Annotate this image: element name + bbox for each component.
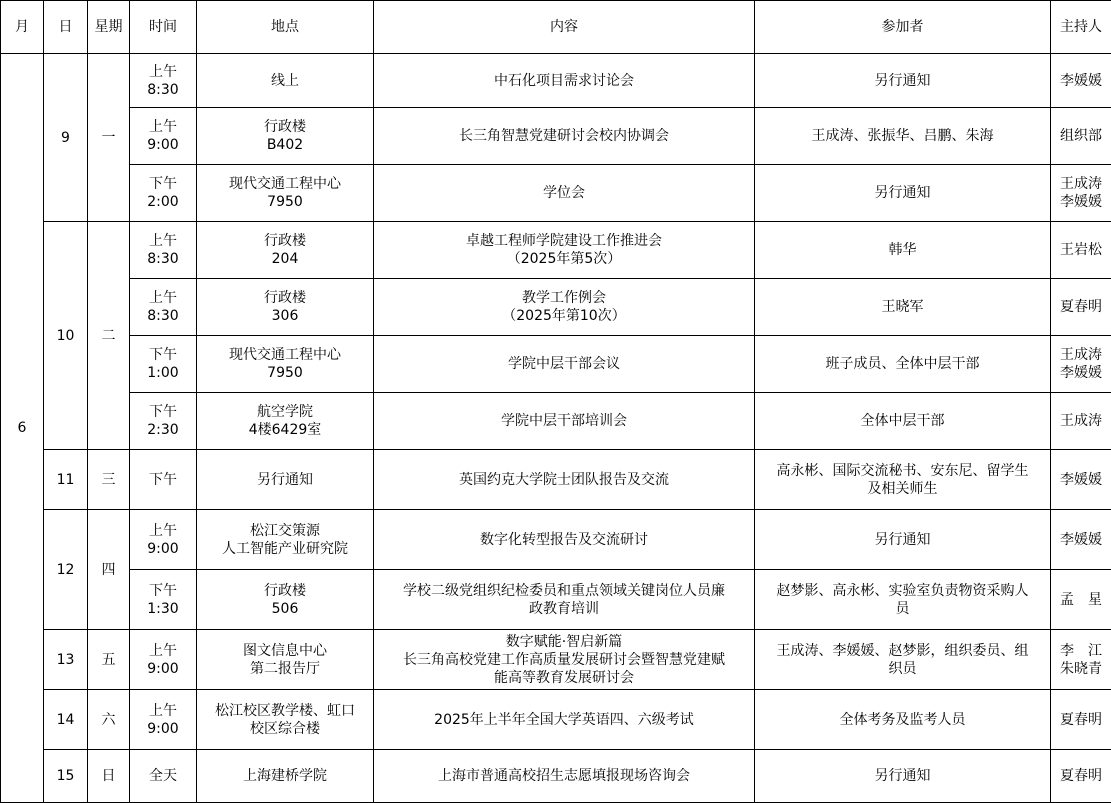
- place-cell: [197, 393, 374, 450]
- time-line: 上午: [149, 233, 177, 249]
- content-line: 政教育培训: [529, 600, 599, 617]
- time-line: 下午: [149, 347, 177, 363]
- time-cell: [130, 165, 197, 222]
- content-line: 能高等教育发展研讨会: [494, 669, 634, 686]
- header-host: 主持人: [1051, 1, 1111, 54]
- attendees-line: 员: [895, 600, 910, 617]
- weekday-cell: 日: [88, 750, 130, 803]
- place-cell: [197, 690, 374, 750]
- attendees-line: 王成涛、李媛媛、赵梦影，组织委员、组: [776, 642, 1029, 659]
- host-line: 王成涛: [1060, 176, 1102, 192]
- host-cell: [1051, 336, 1111, 393]
- place-cell: [197, 222, 374, 279]
- place-line: 7950: [267, 194, 303, 210]
- table-row: [1, 336, 1111, 393]
- table-row: [1, 450, 1111, 510]
- header-time: 时间: [130, 1, 197, 54]
- attendees-cell: [755, 222, 1051, 279]
- time-line: 1:30: [147, 600, 179, 617]
- content-line: （2025年第5次）: [506, 251, 622, 267]
- host-line: 李 江: [1060, 642, 1102, 659]
- place-line: 行政楼: [264, 582, 306, 599]
- host-line: 李媛媛: [1060, 365, 1102, 381]
- content-line: 教学工作例会: [522, 290, 606, 306]
- attendees-cell: [755, 279, 1051, 336]
- place-line: 现代交通工程中心: [229, 347, 341, 363]
- attendees-line: 另行通知: [874, 531, 931, 548]
- time-cell: [130, 510, 197, 570]
- content-cell: [374, 108, 755, 165]
- time-cell: [130, 108, 197, 165]
- attendees-line: 另行通知: [874, 185, 931, 201]
- time-line: 8:30: [147, 308, 179, 324]
- place-cell: [197, 108, 374, 165]
- host-line: 李媛媛: [1060, 471, 1102, 488]
- table-row: [1, 165, 1111, 222]
- time-line: 2:30: [147, 422, 179, 438]
- content-line: 学院中层干部培训会: [501, 413, 627, 429]
- place-line: 行政楼: [264, 233, 306, 249]
- time-line: 上午: [149, 290, 177, 306]
- host-line: 夏春明: [1060, 299, 1102, 315]
- content-cell: [374, 510, 755, 570]
- place-line: 人工智能产业研究院: [222, 540, 348, 557]
- host-cell: [1051, 750, 1111, 803]
- time-cell: [130, 279, 197, 336]
- time-line: 上午: [149, 63, 177, 80]
- host-cell: [1051, 690, 1111, 750]
- header-weekday: 星期: [88, 1, 130, 54]
- table-row: [1, 630, 1111, 690]
- weekday-cell: 二: [88, 222, 130, 450]
- attendees-cell: [755, 165, 1051, 222]
- place-line: B402: [266, 137, 304, 153]
- attendees-line: 班子成员、全体中层干部: [825, 356, 980, 372]
- content-line: 中石化项目需求讨论会: [494, 72, 634, 89]
- content-cell: [374, 750, 755, 803]
- time-line: 1:00: [147, 365, 179, 381]
- attendees-cell: [755, 108, 1051, 165]
- table-row: [1, 108, 1111, 165]
- content-cell: [374, 165, 755, 222]
- schedule-body: [1, 54, 1111, 803]
- day-cell: 11: [44, 450, 88, 510]
- host-cell: [1051, 222, 1111, 279]
- time-cell: [130, 630, 197, 690]
- time-cell: [130, 393, 197, 450]
- content-cell: [374, 279, 755, 336]
- time-line: 9:00: [147, 660, 179, 677]
- host-line: 王岩松: [1060, 242, 1102, 258]
- host-line: 李媛媛: [1060, 531, 1102, 548]
- host-cell: [1051, 279, 1111, 336]
- table-row: [1, 54, 1111, 108]
- place-cell: [197, 750, 374, 803]
- content-line: 数字化转型报告及交流研讨: [480, 531, 648, 548]
- place-line: 306: [271, 308, 299, 324]
- host-line: 李媛媛: [1060, 194, 1102, 210]
- attendees-line: 赵梦影、高永彬、实验室负责物资采购人: [776, 582, 1029, 599]
- table-row: [1, 570, 1111, 630]
- attendees-line: 及相关师生: [867, 480, 938, 497]
- place-cell: [197, 570, 374, 630]
- table-row: [1, 510, 1111, 570]
- time-line: 下午: [149, 582, 177, 599]
- day-cell: 14: [44, 690, 88, 750]
- header-content: 内容: [374, 1, 755, 54]
- content-line: 数字赋能·智启新篇: [505, 633, 623, 650]
- content-cell: [374, 222, 755, 279]
- content-line: 学院中层干部会议: [508, 356, 620, 372]
- place-line: 204: [271, 251, 299, 267]
- day-cell: 13: [44, 630, 88, 690]
- attendees-cell: [755, 690, 1051, 750]
- place-line: 松江校区教学楼、虹口: [215, 702, 355, 719]
- header-place: 地点: [197, 1, 374, 54]
- weekday-cell: 四: [88, 510, 130, 630]
- attendees-line: 另行通知: [874, 768, 931, 784]
- host-line: 夏春明: [1060, 711, 1102, 728]
- header-attendees: 参加者: [755, 1, 1051, 54]
- attendees-line: 王晓军: [881, 299, 924, 315]
- time-cell: [130, 54, 197, 108]
- attendees-cell: [755, 54, 1051, 108]
- host-cell: [1051, 450, 1111, 510]
- time-line: 9:00: [147, 540, 179, 557]
- host-line: 夏春明: [1060, 768, 1102, 784]
- attendees-cell: [755, 450, 1051, 510]
- host-cell: [1051, 570, 1111, 630]
- attendees-line: 韩华: [888, 242, 917, 258]
- host-line: 朱晓青: [1060, 660, 1102, 677]
- host-cell: [1051, 108, 1111, 165]
- attendees-line: 全体考务及监考人员: [839, 711, 966, 728]
- place-cell: [197, 279, 374, 336]
- attendees-cell: [755, 570, 1051, 630]
- attendees-line: 王成涛、张振华、吕鹏、朱海: [811, 128, 994, 144]
- place-line: 松江交策源: [250, 522, 320, 539]
- attendees-line: 高永彬、国际交流秘书、安东尼、留学生: [776, 462, 1029, 479]
- header-row: [1, 1, 1111, 54]
- time-cell: [130, 570, 197, 630]
- content-cell: [374, 393, 755, 450]
- content-line: 长三角高校党建工作高质量发展研讨会暨智慧党建赋: [403, 651, 725, 668]
- place-cell: [197, 165, 374, 222]
- host-line: 王成涛: [1060, 413, 1102, 429]
- place-cell: [197, 54, 374, 108]
- place-line: 校区综合楼: [250, 720, 320, 737]
- month-cell: 6: [1, 54, 44, 803]
- host-cell: [1051, 165, 1111, 222]
- time-line: 下午: [149, 471, 177, 488]
- attendees-line: 织员: [888, 660, 917, 677]
- content-cell: [374, 570, 755, 630]
- content-cell: [374, 630, 755, 690]
- time-line: 上午: [149, 702, 177, 719]
- content-line: 长三角智慧党建研讨会校内协调会: [459, 128, 669, 144]
- time-line: 全天: [149, 768, 177, 784]
- attendees-cell: [755, 510, 1051, 570]
- header-day: 日: [44, 1, 88, 54]
- place-cell: [197, 336, 374, 393]
- time-line: 上午: [149, 642, 177, 659]
- place-line: 线上: [271, 72, 299, 89]
- host-line: 李媛媛: [1060, 72, 1102, 89]
- weekday-cell: 五: [88, 630, 130, 690]
- place-line: 另行通知: [257, 471, 313, 488]
- content-line: 英国约克大学院士团队报告及交流: [459, 471, 669, 488]
- time-line: 8:30: [147, 81, 179, 98]
- place-line: 现代交通工程中心: [229, 176, 341, 192]
- time-cell: [130, 222, 197, 279]
- place-line: 4楼6429室: [248, 422, 322, 438]
- place-cell: [197, 510, 374, 570]
- place-line: 上海建桥学院: [243, 768, 327, 784]
- time-cell: [130, 450, 197, 510]
- place-cell: [197, 630, 374, 690]
- content-cell: [374, 690, 755, 750]
- host-cell: [1051, 393, 1111, 450]
- table-row: [1, 750, 1111, 803]
- place-line: 506: [271, 600, 299, 617]
- day-cell: 12: [44, 510, 88, 630]
- attendees-cell: [755, 336, 1051, 393]
- content-cell: [374, 336, 755, 393]
- host-cell: [1051, 510, 1111, 570]
- table-row: [1, 393, 1111, 450]
- table-row: [1, 222, 1111, 279]
- host-cell: [1051, 630, 1111, 690]
- header-month: 月: [1, 1, 44, 54]
- content-line: （2025年第10次）: [502, 308, 626, 324]
- time-cell: [130, 690, 197, 750]
- day-cell: 9: [44, 54, 88, 222]
- time-line: 上午: [149, 522, 177, 539]
- content-line: 卓越工程师学院建设工作推进会: [466, 233, 662, 249]
- host-cell: [1051, 54, 1111, 108]
- content-line: 学位会: [543, 185, 585, 201]
- host-line: 王成涛: [1060, 347, 1102, 363]
- place-line: 行政楼: [264, 290, 306, 306]
- content-line: 上海市普通高校招生志愿填报现场咨询会: [438, 768, 690, 784]
- weekday-cell: 六: [88, 690, 130, 750]
- attendees-cell: [755, 393, 1051, 450]
- time-line: 上午: [149, 119, 177, 135]
- time-line: 2:00: [147, 194, 179, 210]
- place-line: 7950: [267, 365, 303, 381]
- content-cell: [374, 54, 755, 108]
- place-line: 图文信息中心: [243, 642, 327, 659]
- time-line: 下午: [149, 176, 177, 192]
- time-line: 8:30: [147, 251, 179, 267]
- time-cell: [130, 750, 197, 803]
- host-line: 组织部: [1060, 128, 1102, 144]
- table-row: [1, 690, 1111, 750]
- time-line: 9:00: [147, 137, 179, 153]
- place-line: 航空学院: [257, 404, 313, 420]
- table-row: [1, 279, 1111, 336]
- host-line: 孟 星: [1060, 591, 1102, 608]
- time-line: 9:00: [147, 720, 179, 737]
- attendees-line: 全体中层干部: [860, 413, 945, 429]
- content-line: 2025年上半年全国大学英语四、六级考试: [434, 711, 694, 728]
- weekday-cell: 三: [88, 450, 130, 510]
- attendees-cell: [755, 630, 1051, 690]
- weekday-cell: 一: [88, 54, 130, 222]
- day-cell: 15: [44, 750, 88, 803]
- day-cell: 10: [44, 222, 88, 450]
- time-cell: [130, 336, 197, 393]
- attendees-line: 另行通知: [874, 72, 931, 89]
- content-cell: [374, 450, 755, 510]
- place-line: 第二报告厅: [250, 660, 320, 677]
- place-line: 行政楼: [264, 119, 306, 135]
- place-cell: [197, 450, 374, 510]
- attendees-cell: [755, 750, 1051, 803]
- time-line: 下午: [149, 404, 177, 420]
- content-line: 学校二级党组织纪检委员和重点领域关键岗位人员廉: [403, 582, 725, 599]
